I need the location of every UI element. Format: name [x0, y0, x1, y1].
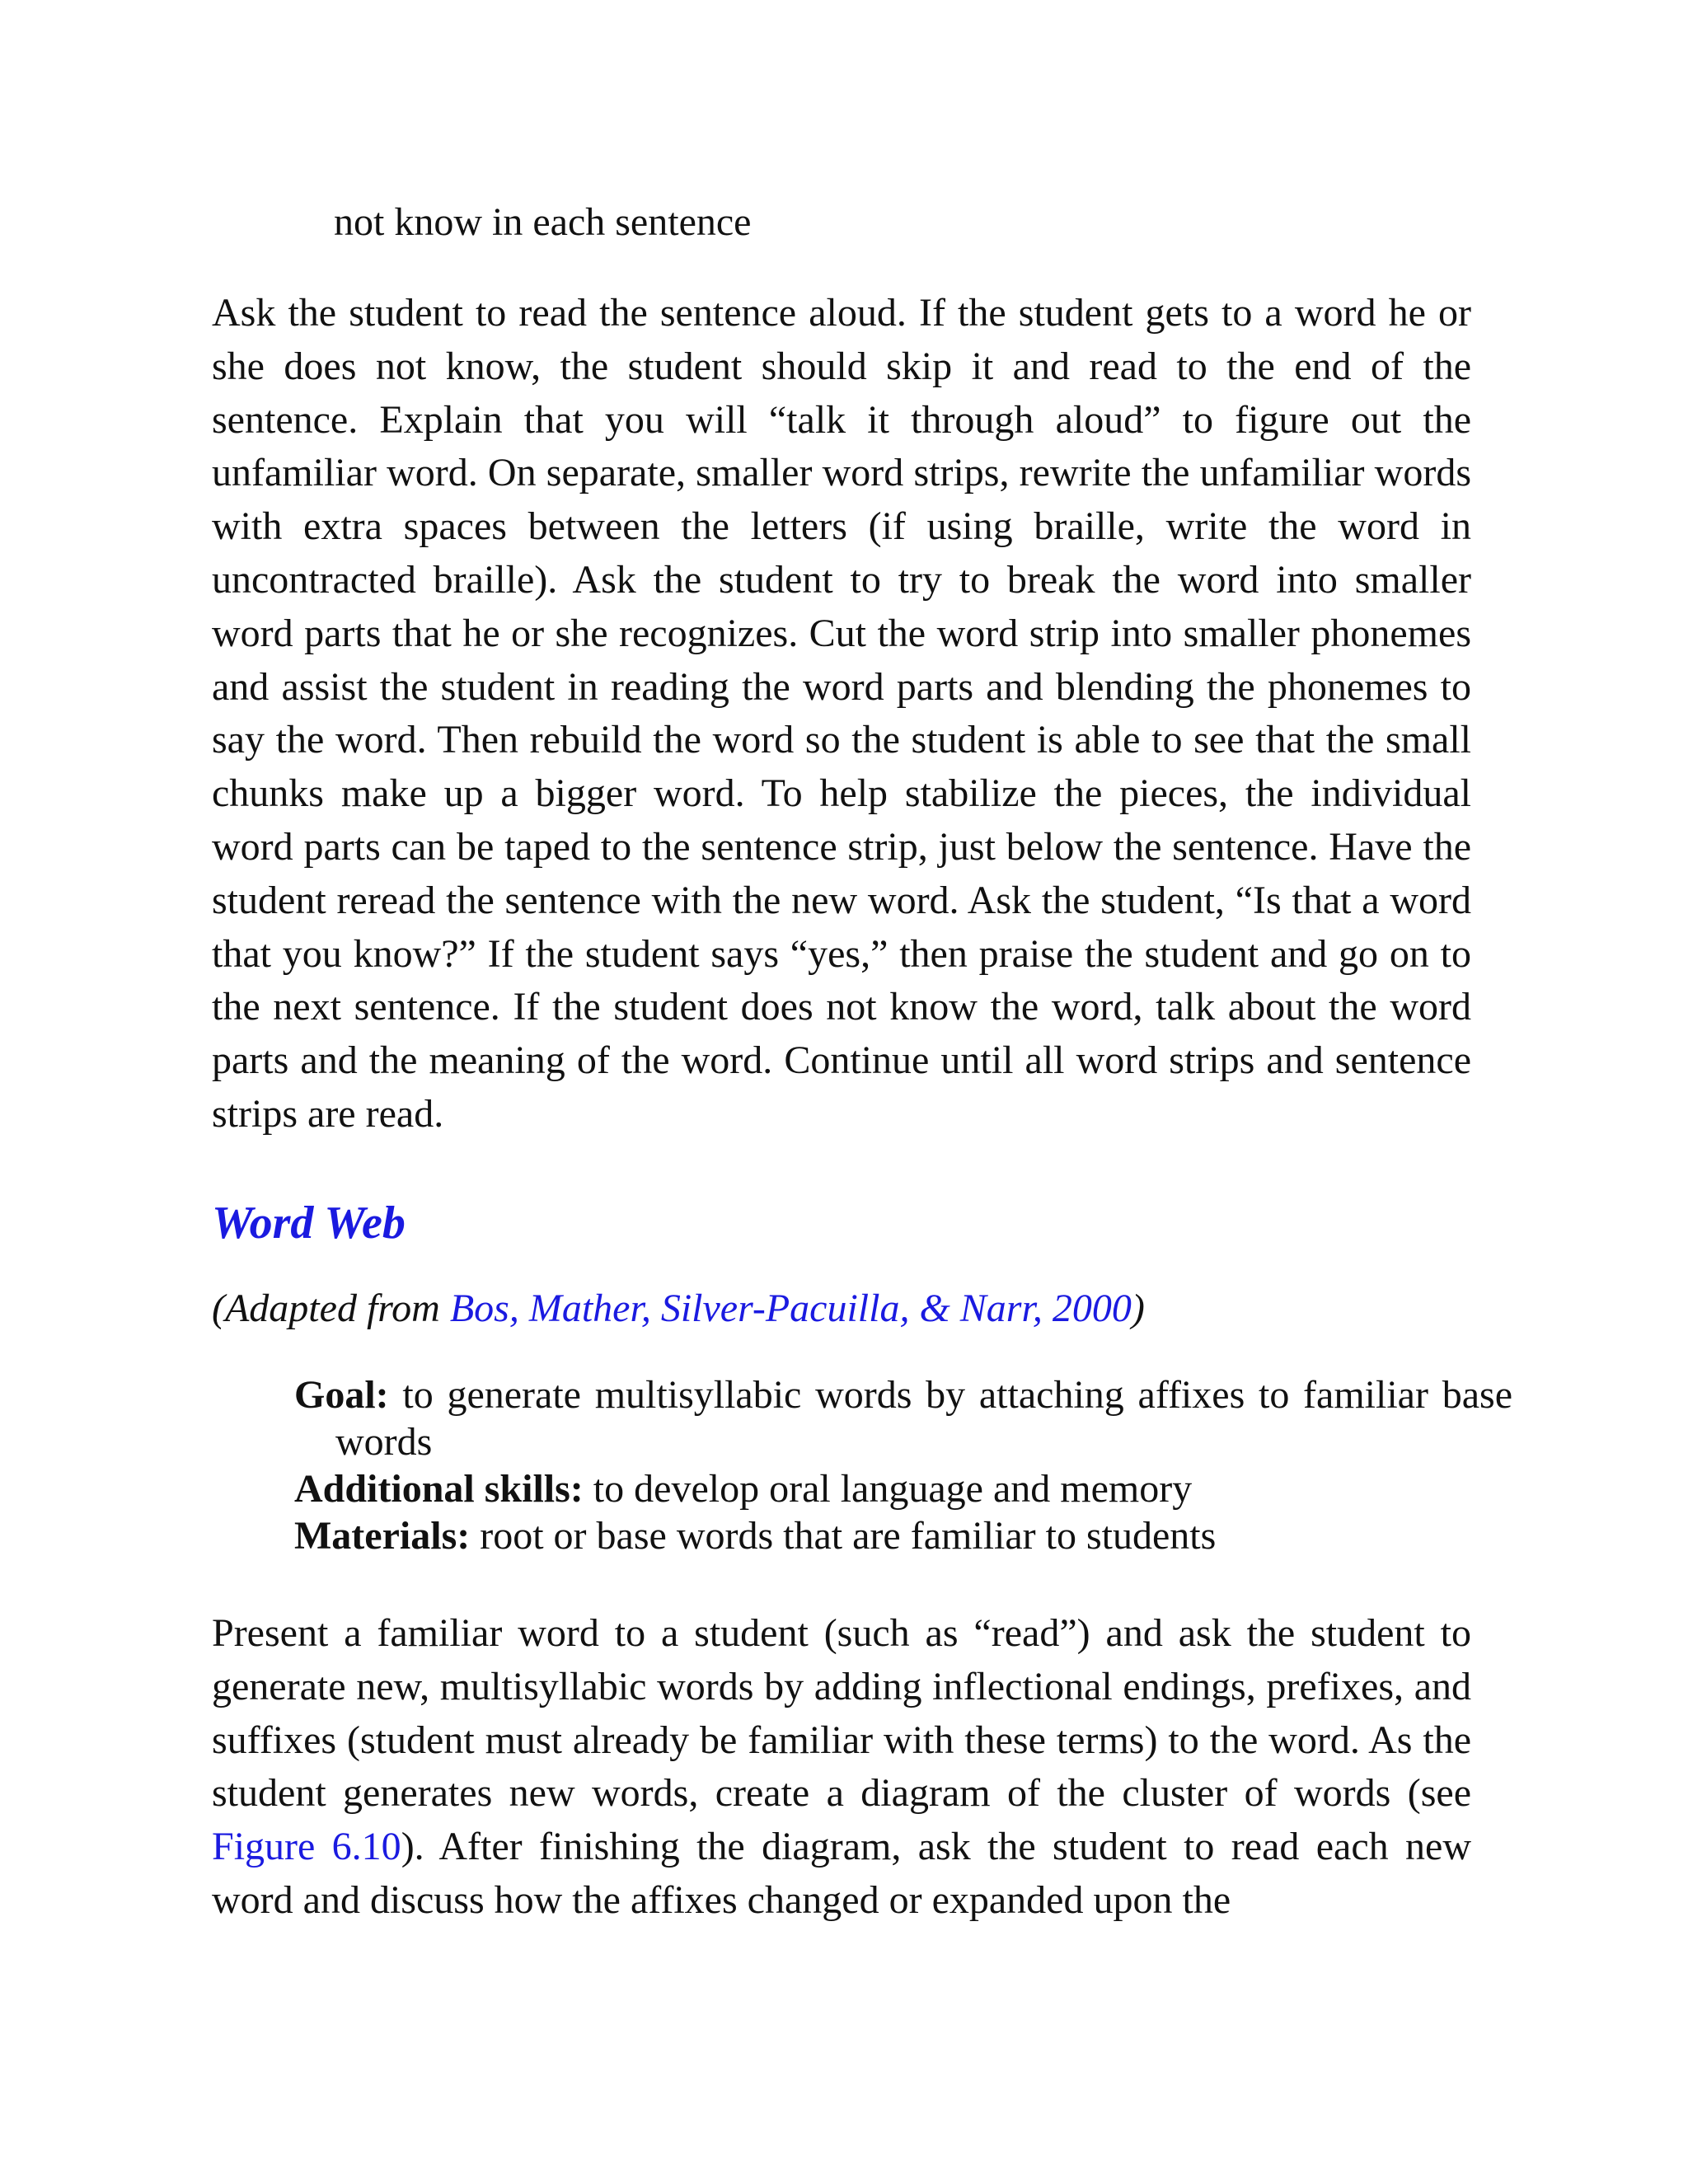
goal-line: [294, 1371, 1512, 1465]
body-paragraph-2: [212, 1607, 1471, 1928]
section-heading: Word Web: [212, 1197, 406, 1249]
attribution-line: [212, 1282, 1145, 1335]
additional-skills-label: Additional skills:: [294, 1467, 584, 1511]
attribution-prefix: (Adapted from: [212, 1286, 450, 1330]
paragraph-2-text-end: ). After finishing the diagram, ask the student to read each new word and discuss how the affixes changed or expanded upon the: [212, 1825, 1471, 1922]
attribution-suffix: ): [1131, 1286, 1145, 1330]
body-paragraph: Ask the student to read the sentence aloud. If the student gets to a word he or she does not know, the student should skip it and read to the end of the sentence. Explain that you will “talk it through aloud” to figure out the unfamiliar word. On separate, smaller word strips, rewrite the unfamiliar words with extra spaces between the letters (if using braille, write the word in uncontracted braille). Ask the student to try to break the word into smaller word parts that he or she recognizes. Cut the word strip into smaller phonemes and assist the student in reading the word parts and blending the phonemes to say the word. Then rebuild the word so the student is able to see that the small chunks make up a bigger word. To help stabilize the pieces, the individual word parts can be taped to the sentence strip, just below the sentence. Have the student reread the sentence with the new word. Ask the student, “Is that a word that you know?” If the student says “yes,” then praise the student and go on to the next sentence. If the student does not know the word, talk about the word parts and the meaning of the word. Continue until all word strips and sentence strips are read.: [212, 291, 1471, 1136]
materials-text: root or base words that are familiar to students: [470, 1514, 1217, 1558]
goal-text: to generate multisyllabic words by attaching affixes to familiar base words: [335, 1373, 1512, 1464]
additional-skills-line: [294, 1465, 1471, 1512]
continued-text: not know in each sentence: [334, 200, 752, 244]
paragraph-2-text-start: Present a familiar word to a student (such as “read”) and ask the student to generate new, multisyllabic words by adding inflectional endings, prefixes, and suffixes (student must already be familiar with these terms) to the word. As the student generates new words, create a diagram of the cluster of words (see: [212, 1611, 1471, 1816]
citation-link[interactable]: Bos, Mather, Silver-Pacuilla, & Narr, 2000: [449, 1286, 1132, 1330]
figure-link[interactable]: Figure 6.10: [212, 1825, 401, 1869]
materials-label: Materials:: [294, 1514, 471, 1558]
materials-line: [294, 1512, 1471, 1559]
additional-skills-text: to develop oral language and memory: [583, 1467, 1193, 1511]
goal-label: Goal:: [294, 1373, 389, 1417]
